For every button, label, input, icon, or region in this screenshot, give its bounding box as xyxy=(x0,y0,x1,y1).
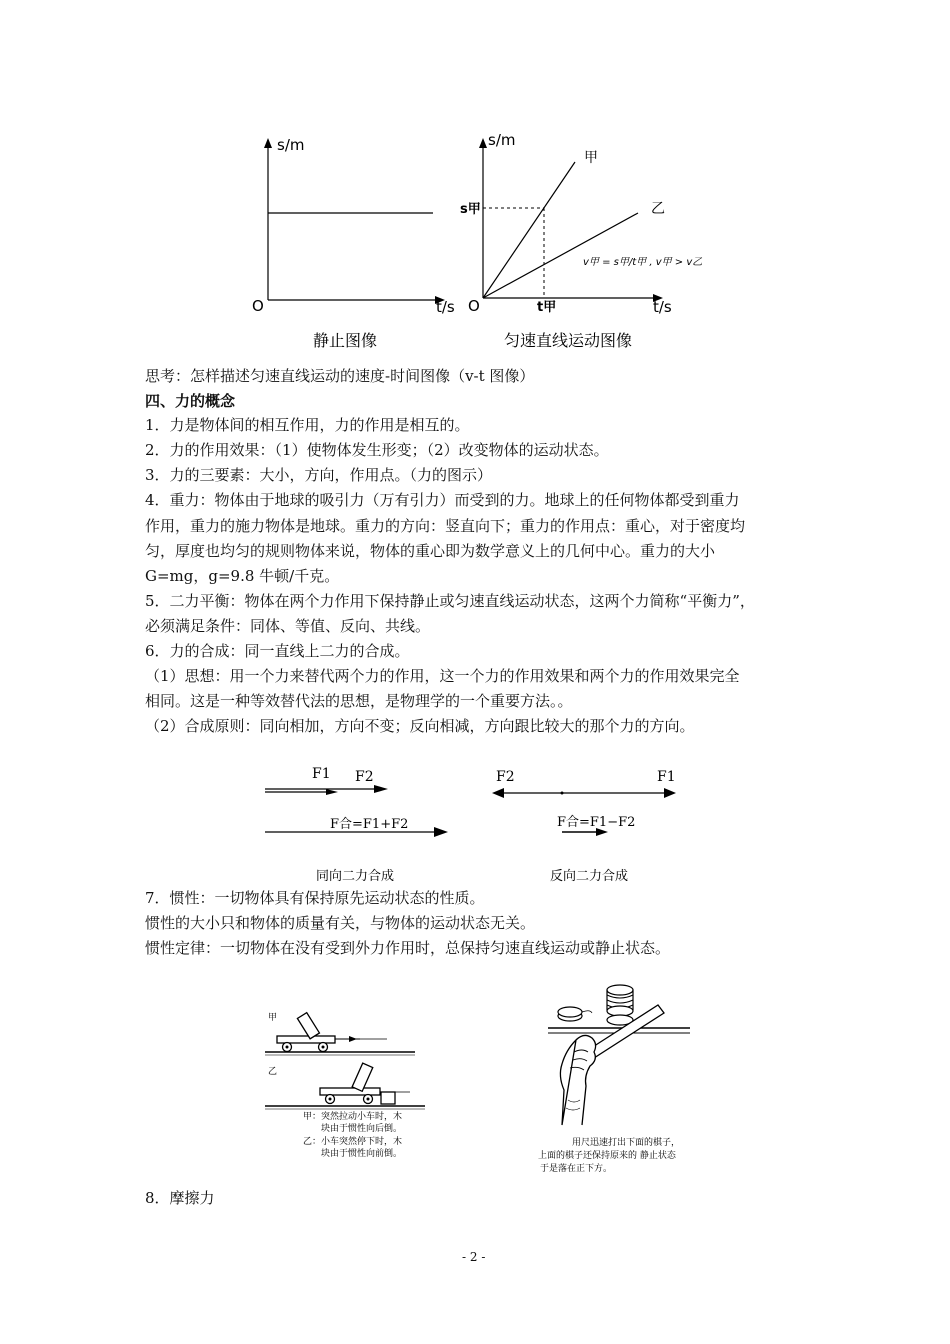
t-jia-label: t甲 xyxy=(537,300,557,315)
same-caption: 同向二力合成 xyxy=(316,869,395,884)
uniform-caption: 匀速直线运动图像 xyxy=(504,331,633,350)
static-caption: 静止图像 xyxy=(313,331,378,350)
paragraph-4b: 作用，重力的施力物体是地球。重力的方向：竖直向下；重力的作用点：重心，对于密度均 xyxy=(145,517,746,535)
cart-note-4: 块由于惯性向前倒。 xyxy=(321,1149,403,1159)
paragraph-7c: 惯性定律：一切物体在没有受到外力作用时，总保持匀速直线运动或静止状态。 xyxy=(145,939,671,957)
line-yi-label: 乙 xyxy=(651,201,665,217)
static-origin: O xyxy=(252,297,264,315)
velocity-formula: v甲 = s甲/t甲 , v甲 > v乙 xyxy=(583,257,703,268)
cart-jia xyxy=(265,1013,415,1055)
chess-note-3: 于是落在正下方。 xyxy=(540,1164,613,1174)
paragraph-8: 8．摩擦力 xyxy=(145,1189,215,1207)
opposite-caption: 反向二力合成 xyxy=(550,869,629,884)
paragraph-4a: 4．重力：物体由于地球的吸引力（万有引力）而受到的力。地球上的任何物体都受到重力 xyxy=(145,491,740,509)
uniform-origin: O xyxy=(468,297,480,315)
paragraph-6-1a: （1）思想：用一个力来替代两个力的作用，这一个力的作用效果和两个力的作用效果完全 xyxy=(145,667,740,685)
chess-note-1: 用尺迅速打出下面的棋子， xyxy=(572,1138,681,1148)
paragraph-7: 7．惯性：一切物体具有保持原先运动状态的性质。 xyxy=(145,889,485,907)
static-x-label: t/s xyxy=(436,298,455,316)
line-jia xyxy=(483,162,575,298)
paragraph-1: 1．力是物体间的相互作用，力的作用是相互的。 xyxy=(145,416,470,434)
paragraph-6: 6．力的合成：同一直线上二力的合成。 xyxy=(145,642,410,660)
line-jia-label: 甲 xyxy=(584,150,598,166)
paragraph-5a: 5．二力平衡：物体在两个力作用下保持静止或匀速直线运动状态，这两个力简称“平衡力”， xyxy=(145,592,755,610)
opposite-f2: F2 xyxy=(496,769,515,785)
cart-yi xyxy=(265,1063,425,1109)
same-f1: F1 xyxy=(312,766,331,782)
cart-label-jia: 甲 xyxy=(268,1013,278,1023)
paragraph-5b: 必须满足条件：同体、等值、反向、共线。 xyxy=(145,617,431,635)
opposite-result: F合=F1−F2 xyxy=(557,815,636,830)
opposite-f1: F1 xyxy=(657,769,676,785)
chess-illustration xyxy=(540,980,710,1130)
static-graph-axes xyxy=(250,135,450,335)
paragraph-6-2: （2）合成原则：同向相加，方向不变；反向相减，方向跟比较大的那个力的方向。 xyxy=(145,717,695,735)
paragraph-3: 3．力的三要素：大小，方向，作用点。（力的图示） xyxy=(145,466,493,484)
static-y-label: s/m xyxy=(277,136,305,154)
cart-note-3: 乙：小车突然停下时，木 xyxy=(303,1137,403,1147)
paragraph-6-1b: 相同。这是一种等效替代法的思想，是物理学的一个重要方法。。 xyxy=(145,692,573,710)
paragraph-4d: G=mg，g=9.8 牛顿/千克。 xyxy=(145,567,340,585)
s-jia-label: s甲 xyxy=(460,202,481,217)
cart-label-yi: 乙 xyxy=(268,1067,278,1077)
uniform-y-label: s/m xyxy=(488,131,516,149)
think-question: 思考：怎样描述匀速直线运动的速度-时间图像（v-t 图像） xyxy=(145,367,535,385)
cart-note-2: 块由于惯性向后倒。 xyxy=(321,1124,403,1134)
same-result: F合=F1+F2 xyxy=(330,817,409,832)
cart-illustration xyxy=(265,1008,435,1118)
cart-note-1: 甲：突然拉动小车时，木 xyxy=(303,1112,403,1122)
same-f2: F2 xyxy=(355,769,374,785)
uniform-x-label: t/s xyxy=(653,298,672,316)
paragraph-2: 2．力的作用效果：（1）使物体发生形变；（2）改变物体的运动状态。 xyxy=(145,441,609,459)
chess-note-2: 上面的棋子还保持原来的 静止状态 xyxy=(538,1151,676,1161)
paragraph-7b: 惯性的大小只和物体的质量有关，与物体的运动状态无关。 xyxy=(145,914,536,932)
section-heading-force: 四、力的概念 xyxy=(145,392,236,410)
page-number: - 2 - xyxy=(462,1250,486,1264)
paragraph-4c: 匀，厚度也均匀的规则物体来说，物体的重心即为数学意义上的几何中心。重力的大小 xyxy=(145,542,716,560)
